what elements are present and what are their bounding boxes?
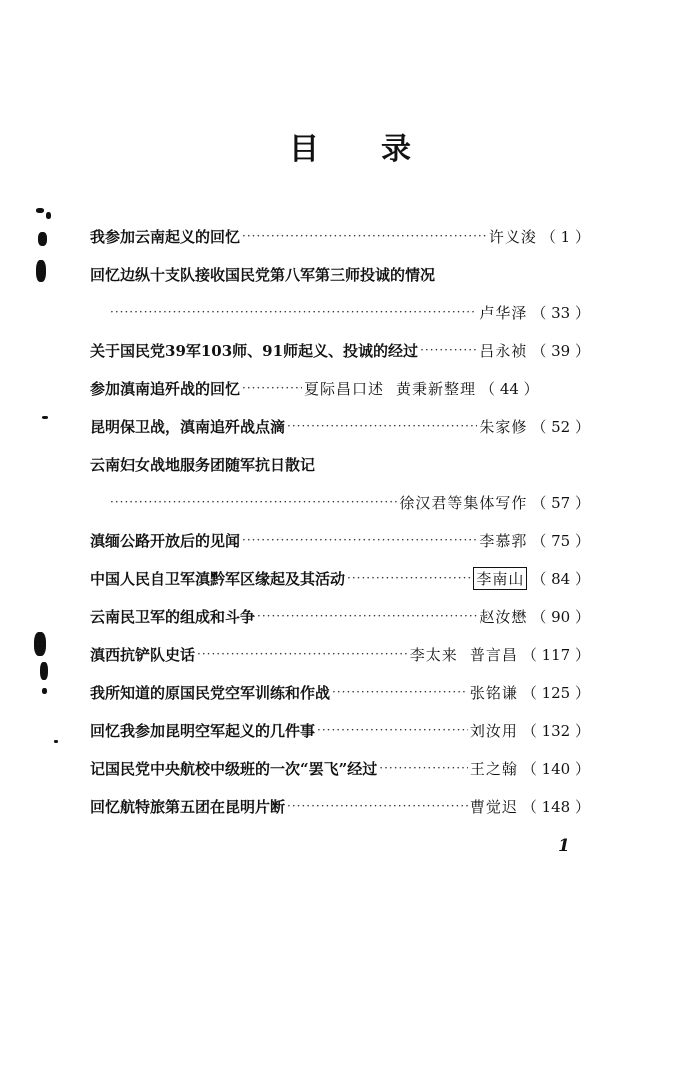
toc-entry-continuation bbox=[90, 490, 590, 514]
entry-title: 记国民党中央航校中级班的一次“罢飞”经过 bbox=[90, 759, 378, 778]
toc-entry bbox=[90, 718, 590, 742]
entry-title: 我参加云南起义的回忆 bbox=[90, 227, 241, 246]
entry-page: （ 75 ） bbox=[531, 531, 590, 550]
scan-speck bbox=[42, 688, 47, 694]
entry-author: 许义浚 bbox=[488, 227, 537, 246]
entry-author: 朱家修 bbox=[479, 417, 528, 436]
entry-author-editor: 黄秉新整理 bbox=[396, 379, 477, 398]
entry-title: 回忆我参加昆明空军起义的几件事 bbox=[90, 721, 316, 740]
leader-dots bbox=[197, 647, 408, 661]
entry-author: 李南山 bbox=[473, 567, 527, 590]
entry-title: 回忆航特旅第五团在昆明片断 bbox=[90, 797, 286, 816]
entry-author: 卢华泽 bbox=[479, 303, 528, 322]
entry-author: 李太来 bbox=[409, 645, 458, 664]
entry-title: 关于国民党39军103师、91师起义、投诚的经过 bbox=[90, 341, 419, 360]
entry-author: 曹觉迟 bbox=[469, 797, 518, 816]
entry-page: （ 125 ） bbox=[521, 683, 590, 702]
entry-title: 云南妇女战地服务团随军抗日散记 bbox=[90, 455, 316, 474]
entry-author: 徐汉君等集体写作 bbox=[399, 493, 528, 512]
page-title bbox=[0, 124, 700, 168]
entry-title: 滇西抗铲队史话 bbox=[90, 645, 196, 664]
leader-dots bbox=[257, 609, 477, 623]
scan-speck bbox=[36, 260, 46, 282]
scan-speck bbox=[34, 632, 46, 656]
toc-entry bbox=[90, 642, 590, 666]
entry-title: 我所知道的原国民党空军训练和作战 bbox=[90, 683, 331, 702]
toc-entry bbox=[90, 224, 590, 248]
toc-entry bbox=[90, 376, 590, 400]
scan-speck bbox=[46, 212, 51, 219]
page-title-left: 目 bbox=[289, 132, 319, 167]
entry-page: （ 52 ） bbox=[531, 417, 590, 436]
entry-author: 夏际昌口述 bbox=[304, 379, 385, 398]
toc-entry bbox=[90, 338, 590, 362]
entry-title: 回忆边纵十支队接收国民党第八军第三师投诚的情况 bbox=[90, 265, 436, 284]
leader-dots bbox=[110, 495, 397, 509]
scan-speck bbox=[42, 416, 48, 419]
page-number: 1 bbox=[558, 836, 570, 856]
entry-author: 赵汝懋 bbox=[479, 607, 528, 626]
toc-entry bbox=[90, 566, 590, 590]
entry-page: （ 132 ） bbox=[521, 721, 590, 740]
leader-dots bbox=[420, 343, 477, 357]
toc-entry bbox=[90, 604, 590, 628]
entry-page: （ 90 ） bbox=[531, 607, 590, 626]
leader-dots bbox=[242, 381, 302, 395]
entry-title: 滇缅公路开放后的见闻 bbox=[90, 531, 241, 550]
entry-author-2: 普言昌 bbox=[469, 645, 518, 664]
leader-dots bbox=[379, 761, 468, 775]
leader-dots bbox=[317, 723, 468, 737]
scan-speck bbox=[36, 208, 44, 213]
toc-entry bbox=[90, 756, 590, 780]
leader-dots bbox=[242, 229, 487, 243]
entry-author: 张铭谦 bbox=[469, 683, 518, 702]
entry-page: （ 140 ） bbox=[521, 759, 590, 778]
entry-title: 昆明保卫战，滇南追歼战点滴 bbox=[90, 417, 286, 436]
leader-dots bbox=[242, 533, 477, 547]
page-title-right: 录 bbox=[381, 132, 411, 167]
scan-speck bbox=[38, 232, 47, 246]
entry-author: 李慕郛 bbox=[479, 531, 528, 550]
entry-page: （ 1 ） bbox=[540, 227, 590, 246]
entry-page: （ 117 ） bbox=[521, 645, 590, 664]
toc-entry bbox=[90, 528, 590, 552]
scan-speck bbox=[54, 740, 58, 743]
entry-page: （ 57 ） bbox=[531, 493, 590, 512]
toc-entry bbox=[90, 452, 590, 476]
scan-speck bbox=[40, 662, 48, 680]
entry-title: 参加滇南追歼战的回忆 bbox=[90, 379, 241, 398]
toc-entry bbox=[90, 794, 590, 818]
entry-page: （ 39 ） bbox=[531, 341, 590, 360]
toc-entry bbox=[90, 680, 590, 704]
entry-title: 云南民卫军的组成和斗争 bbox=[90, 607, 256, 626]
entry-author: 刘汝用 bbox=[469, 721, 518, 740]
leader-dots bbox=[110, 305, 477, 319]
entry-title: 中国人民自卫军滇黔军区缘起及其活动 bbox=[90, 569, 346, 588]
toc-entry-continuation bbox=[90, 300, 590, 324]
leader-dots bbox=[287, 799, 468, 813]
leader-dots bbox=[332, 685, 468, 699]
entry-page: （ 44 ） bbox=[480, 379, 539, 398]
entry-author: 吕永祯 bbox=[479, 341, 528, 360]
toc-entry bbox=[90, 262, 590, 286]
toc-entry bbox=[90, 414, 590, 438]
entry-page: （ 84 ） bbox=[531, 569, 590, 588]
leader-dots bbox=[347, 571, 471, 585]
entry-author: 王之翰 bbox=[469, 759, 518, 778]
leader-dots bbox=[287, 419, 477, 433]
entry-page: （ 33 ） bbox=[531, 303, 590, 322]
entry-page: （ 148 ） bbox=[521, 797, 590, 816]
